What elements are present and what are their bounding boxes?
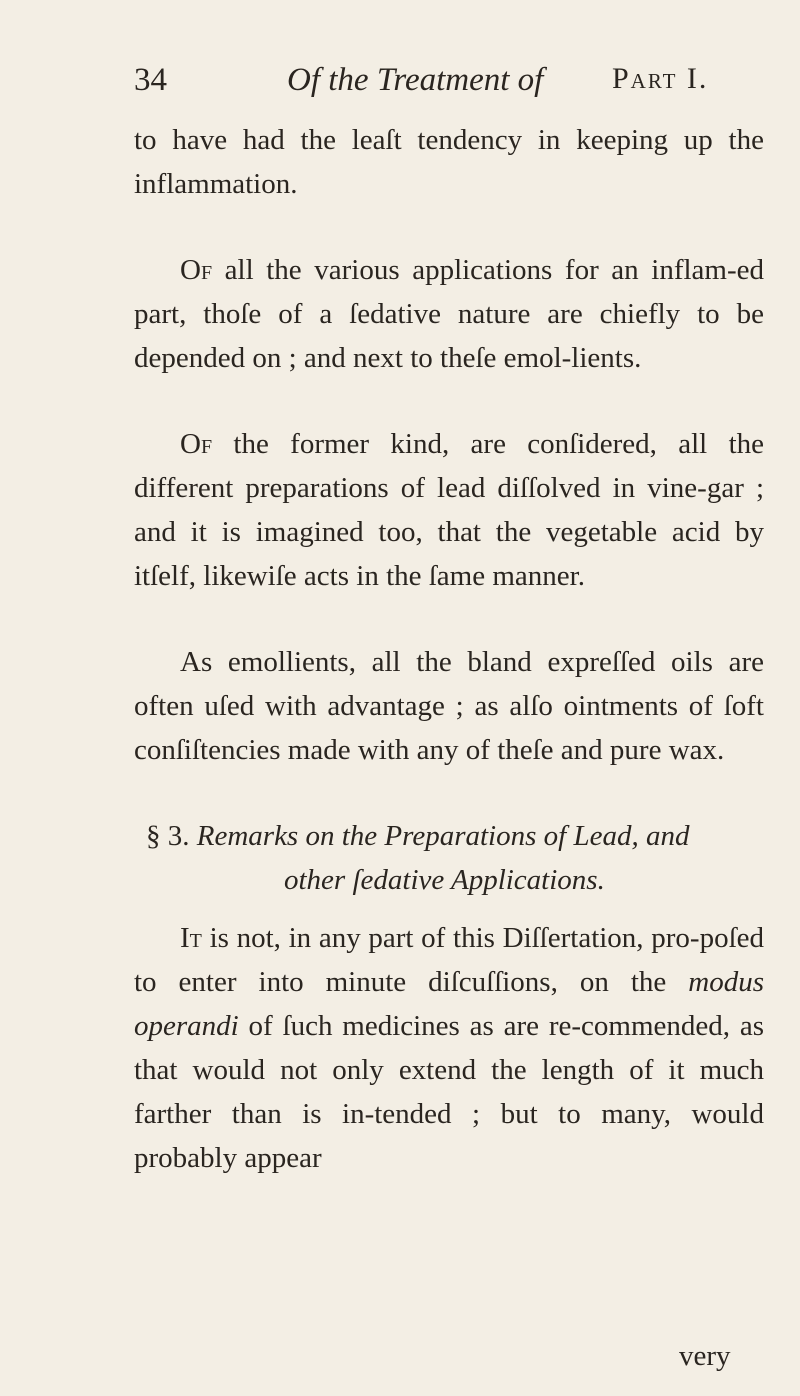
running-header	[0, 62, 800, 112]
paragraph-continuation: to have had the leaſt tendency in keeping up the inflammation.	[134, 124, 764, 200]
paragraph-lead-preparations	[134, 422, 764, 598]
paragraph-body-cont: of ſuch medicines as are re-commended, as that would not only extend the length of it much farther than is in-tended ; but to many, would probably appear	[134, 1010, 764, 1174]
section-mark: § 3.	[146, 820, 190, 852]
latin-phrase: modus operandi	[134, 966, 764, 1042]
paragraph-lead-word: It	[180, 922, 202, 954]
section-title-line-2: other ſedative Applications.	[284, 864, 605, 896]
paragraph-sedatives	[134, 248, 764, 380]
paragraph-lead-word: Of	[180, 254, 213, 286]
catchword: very	[679, 1340, 731, 1372]
paragraph-body: all the various applications for an inflam-ed part, thoſe of a ſedative nature are chiefly to be depended on ; and next to theſe emol-lients.	[134, 254, 764, 374]
paragraph-body: is not, in any part of this Diſſertation, pro-poſed to enter into minute diſcuſſions, on the	[134, 922, 764, 998]
running-title: Of the Treatment of	[287, 62, 544, 98]
body-text	[134, 118, 764, 1180]
paragraph-lead-word: Of	[180, 428, 213, 460]
part-label: Part I.	[612, 62, 709, 95]
section-title-line-1: Remarks on the Preparations of Lead, and	[196, 820, 690, 852]
page-number: 34	[134, 62, 167, 98]
section-heading	[134, 814, 764, 902]
paragraph-body: the former kind, are conſidered, all the different preparations of lead diſſolved in vine-gar ; and it is imagined too, that the vegetable acid by itſelf, likewiſe acts in the ſame manner.	[134, 428, 764, 592]
paragraph-dissertation	[134, 916, 764, 1180]
paragraph-emollients: As emollients, all the bland expreſſed oils are often uſed with advantage ; as alſo ointments of ſoft conſiſtencies made with any of theſe and pure wax.	[134, 646, 764, 766]
